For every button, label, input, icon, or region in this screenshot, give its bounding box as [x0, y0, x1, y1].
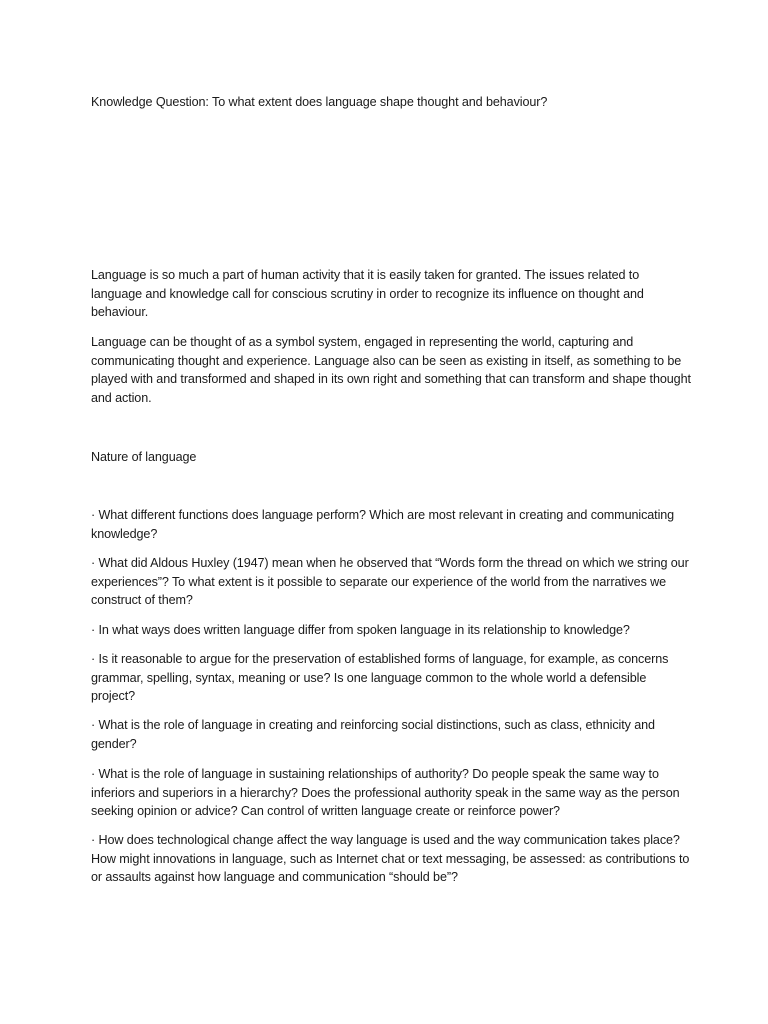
question-item: · What is the role of language in creating and reinforcing social distinctions, such as class, ethnicity and gender?	[91, 718, 655, 751]
intro-paragraph: Language can be thought of as a symbol system, engaged in representing the world, capturing and communicating thought and experience. Language also can be seen as existing in itself, as something to be played with and transformed and shaped in its own right and something that can transform and shape thought and action.	[91, 335, 691, 405]
knowledge-question: Knowledge Question: To what extent does language shape thought and behaviour?	[91, 95, 548, 109]
question-item: · Is it reasonable to argue for the preservation of established forms of language, for example, as concerns grammar, spelling, syntax, meaning or use? Is one language common to the whole world a defensible project?	[91, 652, 669, 704]
question-item: · What is the role of language in sustaining relationships of authority? Do people speak the same way to inferiors and superiors in a hierarchy? Does the professional authority speak in the same way as the person seeking opinion or advice? Can control of written language create or reinforce power?	[91, 767, 680, 819]
question-item: · In what ways does written language differ from spoken language in its relationship to knowledge?	[91, 623, 630, 637]
question-item: · How does technological change affect the way language is used and the way communication takes place? How might innovations in language, such as Internet chat or text messaging, be assessed: as contributions to or assaults against how language and communication “should be”?	[91, 833, 690, 885]
intro-paragraph: Language is so much a part of human activity that it is easily taken for granted. The issues related to language and knowledge call for conscious scrutiny in order to recognize its influence on thought and behaviour.	[91, 268, 644, 320]
question-item: · What did Aldous Huxley (1947) mean when he observed that “Words form the thread on which we string our experiences”? To what extent is it possible to separate our experience of the world from the narratives we construct of them?	[91, 556, 689, 608]
section-heading: Nature of language	[91, 450, 197, 464]
question-item: · What different functions does language perform? Which are most relevant in creating and communicating knowledge?	[91, 508, 675, 541]
